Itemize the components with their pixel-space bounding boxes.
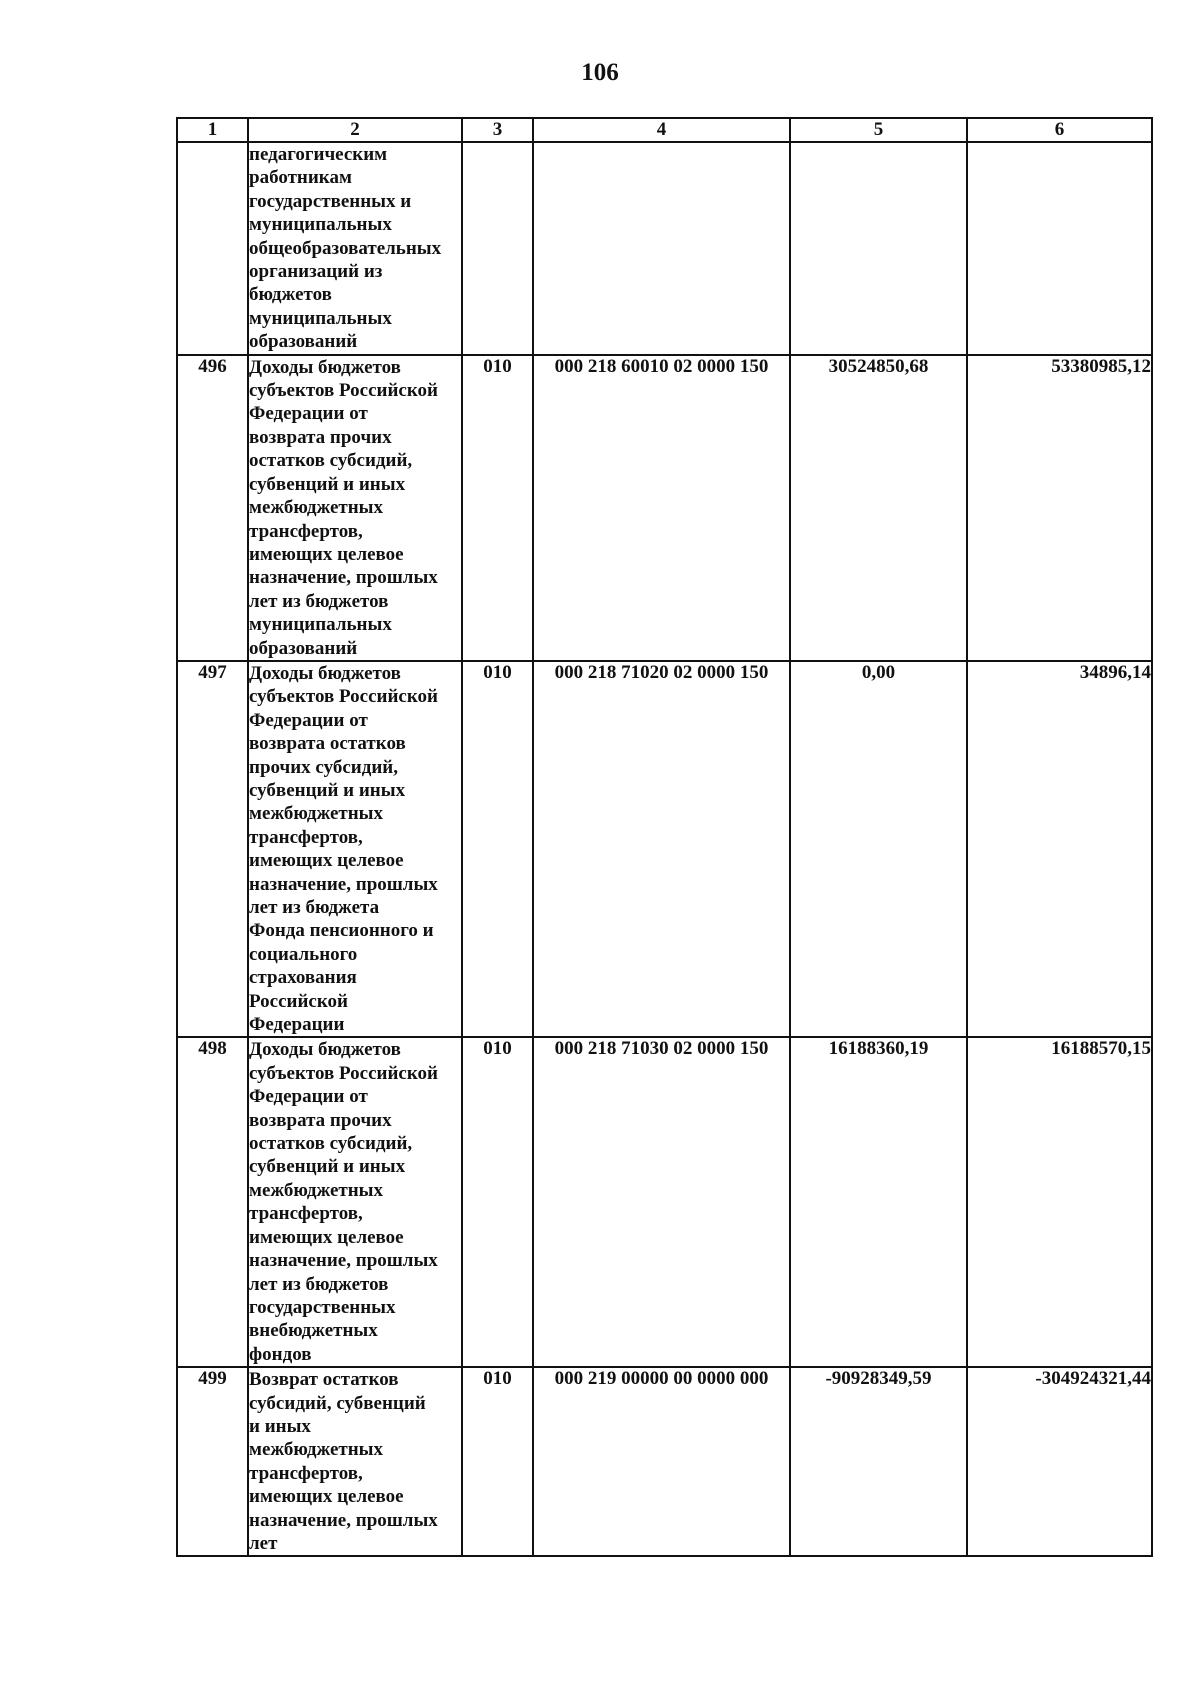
row-name-line: Федерации от — [249, 709, 368, 731]
table-row — [177, 1037, 1152, 1367]
row-name-line: возврата прочих — [249, 426, 392, 448]
row-value-col6-cell — [967, 142, 1152, 355]
row-code-cell — [462, 142, 533, 355]
row-number-cell: 499 — [177, 1367, 248, 1556]
column-header: 5 — [790, 118, 967, 142]
row-kbk-cell — [533, 142, 790, 355]
row-number-cell: 496 — [177, 355, 248, 661]
row-name-line: муниципальных — [249, 214, 392, 236]
row-kbk-cell: 000 218 60010 02 0000 150 — [533, 355, 790, 661]
row-name-line: Федерации от — [249, 1086, 368, 1108]
budget-table — [176, 117, 1153, 1557]
row-name-line: бюджетов — [249, 284, 332, 306]
row-name-line: Доходы бюджетов — [249, 662, 401, 684]
row-name-line: лет из бюджетов — [249, 590, 389, 612]
row-name-line: государственных и — [249, 190, 412, 212]
column-header: 2 — [248, 118, 462, 142]
row-name-line: Российской — [249, 990, 348, 1012]
row-value-col6-cell: 53380985,12 — [967, 355, 1152, 661]
row-name-line: имеющих целевое — [249, 1486, 404, 1508]
column-header: 1 — [177, 118, 248, 142]
row-name-cell — [248, 1367, 462, 1556]
row-name-line: назначение, прошлых — [249, 1509, 438, 1531]
row-name-line: педагогическим — [249, 144, 388, 165]
row-value-col5-cell — [790, 142, 967, 355]
row-name-line: образований — [249, 637, 358, 659]
row-name-line: назначение, прошлых — [249, 1250, 438, 1272]
row-name-line: лет из бюджета — [249, 897, 380, 918]
row-name-line: внебюджетных — [249, 1320, 378, 1342]
row-name-line: субвенций и иных — [249, 1156, 406, 1178]
row-name-line: субъектов Российской — [249, 380, 439, 402]
row-name-line: фондов — [249, 1343, 312, 1365]
table-row — [177, 1367, 1152, 1556]
row-name-line: социального — [249, 943, 358, 965]
row-name-line: образований — [249, 331, 358, 353]
row-name-line: субвенций и иных — [249, 473, 406, 495]
row-name-line: организаций из — [249, 261, 383, 283]
row-value-col5-cell: 30524850,68 — [790, 355, 967, 661]
row-value-col5-cell: 0,00 — [790, 661, 967, 1038]
row-value-col5-cell: -90928349,59 — [790, 1367, 967, 1556]
row-name-line: муниципальных — [249, 614, 392, 636]
row-number-cell: 498 — [177, 1037, 248, 1367]
table-body — [177, 142, 1152, 1556]
row-code-cell: 010 — [462, 1367, 533, 1556]
row-name-line: работникам — [249, 167, 352, 189]
row-name-line: имеющих целевое — [249, 1226, 404, 1248]
column-header: 3 — [462, 118, 533, 142]
row-name-line: трансфертов, — [249, 1203, 363, 1225]
row-name-cell — [248, 142, 462, 355]
row-name-line: Возврат остатков — [249, 1369, 399, 1391]
row-name-line: трансфертов, — [249, 1462, 363, 1484]
column-number-row — [177, 118, 1152, 142]
column-header: 6 — [967, 118, 1152, 142]
row-name-cell — [248, 355, 462, 661]
row-value-col6-cell: 34896,14 — [967, 661, 1152, 1038]
row-code-cell: 010 — [462, 1037, 533, 1367]
row-name-line: остатков субсидий, — [249, 450, 413, 472]
row-code-cell: 010 — [462, 661, 533, 1038]
table-row — [177, 355, 1152, 661]
row-name-line: лет — [249, 1532, 278, 1554]
row-name-line: и иных — [249, 1415, 311, 1437]
row-value-col6-cell: -304924321,44 — [967, 1367, 1152, 1556]
row-number-cell: 497 — [177, 661, 248, 1038]
row-name-line: Доходы бюджетов — [249, 356, 401, 378]
row-name-line: межбюджетных — [249, 803, 384, 825]
row-number-cell — [177, 142, 248, 355]
row-name-line: возврата прочих — [249, 1109, 392, 1131]
table-row — [177, 661, 1152, 1038]
row-name-line: межбюджетных — [249, 1179, 384, 1201]
row-name-line: муниципальных — [249, 307, 392, 329]
row-name-line: назначение, прошлых — [249, 567, 438, 589]
row-value-col6-cell: 16188570,15 — [967, 1037, 1152, 1367]
row-name-line: лет из бюджетов — [249, 1273, 389, 1295]
row-name-line: общеобразовательных — [249, 237, 442, 259]
row-name-line: субсидий, субвенций — [249, 1392, 426, 1414]
row-name-line: межбюджетных — [249, 497, 384, 519]
row-name-line: субвенций и иных — [249, 779, 406, 801]
row-kbk-cell: 000 218 71020 02 0000 150 — [533, 661, 790, 1038]
row-name-line: остатков субсидий, — [249, 1133, 413, 1155]
row-name-line: трансфертов, — [249, 520, 363, 542]
row-name-line: Доходы бюджетов — [249, 1039, 401, 1061]
row-name-line: субъектов Российской — [249, 1062, 439, 1084]
row-name-line: Федерации от — [249, 403, 368, 425]
row-name-line: страхования — [249, 967, 357, 989]
row-name-cell — [248, 1037, 462, 1367]
page-number: 106 — [581, 59, 619, 86]
row-name-line: имеющих целевое — [249, 850, 404, 872]
column-header: 4 — [533, 118, 790, 142]
row-kbk-cell: 000 218 71030 02 0000 150 — [533, 1037, 790, 1367]
row-name-line: трансфертов, — [249, 826, 363, 848]
row-name-line: имеющих целевое — [249, 543, 404, 565]
row-name-cell — [248, 661, 462, 1038]
row-name-line: субъектов Российской — [249, 686, 439, 708]
row-name-line: государственных — [249, 1296, 396, 1318]
row-name-line: прочих субсидий, — [249, 756, 399, 778]
row-name-line: Фонда пенсионного и — [249, 920, 434, 942]
table-row — [177, 142, 1152, 355]
row-name-line: Федерации — [249, 1014, 345, 1036]
row-kbk-cell: 000 219 00000 00 0000 000 — [533, 1367, 790, 1556]
row-name-line: возврата остатков — [249, 733, 406, 755]
row-name-line: межбюджетных — [249, 1439, 384, 1461]
row-code-cell: 010 — [462, 355, 533, 661]
row-name-line: назначение, прошлых — [249, 873, 438, 895]
row-value-col5-cell: 16188360,19 — [790, 1037, 967, 1367]
